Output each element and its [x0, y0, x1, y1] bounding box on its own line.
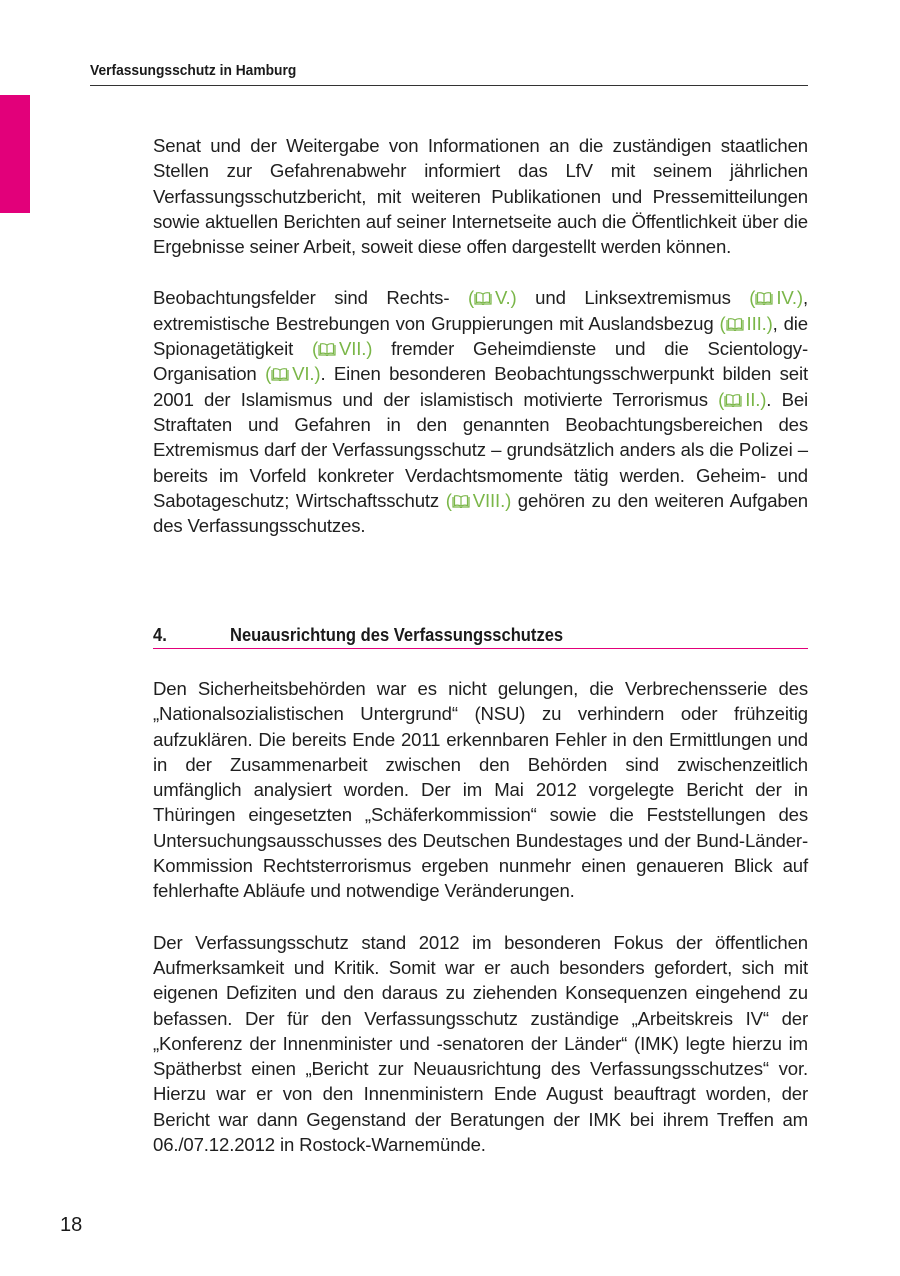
section-title: Neuausrichtung des Verfassungsschutzes — [230, 625, 564, 645]
cross-reference[interactable]: ( VIII.) — [445, 489, 512, 511]
cross-reference[interactable]: ( III.) — [719, 312, 773, 334]
cross-reference[interactable]: ( II.) — [718, 388, 767, 410]
book-icon — [724, 394, 742, 407]
book-icon — [271, 368, 289, 381]
page-number: 18 — [60, 1214, 83, 1236]
book-icon — [726, 318, 744, 331]
running-header: Verfassungsschutz in Hamburg — [90, 62, 297, 79]
body-text-lower — [153, 676, 808, 1157]
body-text-upper — [153, 133, 808, 538]
section-number: 4. — [153, 625, 167, 645]
book-icon — [474, 292, 492, 305]
section-rule — [153, 648, 808, 649]
book-icon — [452, 495, 470, 508]
paragraph-4: Der Verfassungsschutz stand 2012 im besonderen Fokus der öffentlichen Aufmerksamkeit und Kritik. Somit war er auch besonders gefordert, sich mit eigenen Defiziten und den daraus zu ziehenden Konsequenzen eingehend zu befassen. Der für den Verfassungsschutz zuständige „Arbeitskreis IV“ der „Konferenz der Innenminister und -senatoren der Länder“ (IMK) legte hierzu im Spätherbst einen „Bericht zur Neuausrichtung des Verfassungsschutzes“ vor. Hierzu war er von den Innenministern Ende August beauftragt worden, der Bericht war dann Gegenstand der Beratungen der IMK bei ihrem Treffen am 06./07.12.2012 in Rostock-Warnemünde. — [153, 931, 808, 1156]
chapter-marker-bar — [0, 95, 30, 213]
paragraph-3: Den Sicherheitsbehörden war es nicht gelungen, die Verbrechensserie des „Nationalsozialistischen Untergrund“ (NSU) zu verhindern oder frühzeitig aufzuklären. Die bereits Ende 2011 erkennbaren Fehler in den Ermittlungen und in der Zusammenarbeit zwischen den Behörden sind zwischenzeitlich umfänglich analysiert worden. Der im Mai 2012 vorgelegte Bericht der in Thüringen eingesetzten „Schäferkommission“ sowie die Feststellungen des Untersuchungsausschusses des Deutschen Bundestages und der Bund-Länder-Kommission Rechtsterrorismus ergeben nunmehr einen genaueren Blick auf fehlerhafte Abläufe und notwendige Veränderungen. — [153, 678, 808, 902]
cross-reference[interactable]: ( VII.) — [311, 338, 373, 360]
book-icon — [755, 292, 773, 305]
cross-reference[interactable]: ( V.) — [467, 287, 517, 309]
paragraph-1: Senat und der Weitergabe von Informationen an die zuständigen staatlichen Stellen zur Gefahrenabwehr informiert das LfV mit seinem jährlichen Verfassungsschutzbericht, mit weiteren Publikationen und Pressemitteilungen sowie aktuellen Berichten auf seiner Internetseite auch die Öffentlichkeit über die Ergebnisse seiner Arbeit, soweit diese offen dargestellt werden können. — [153, 135, 808, 258]
cross-reference[interactable]: ( VI.) — [265, 363, 321, 385]
book-icon — [318, 343, 336, 356]
paragraph-2: Beobachtungsfelder sind Rechts- ( V.) und Linksextremismus ( IV.), extremistische Bestrebungen von Gruppierungen mit Auslandsbezug ( III.), die Spionagetätigkeit ( VII.) fremder Geheimdienste und die Scientology-Organisation ( VI.). Einen besonderen Beobachtungsschwerpunkt bilden seit 2001 der Islamismus und der islamistisch motivierte Terrorismus ( II.). Bei Straftaten und Gefahren in den genannten Beobachtungsbereichen des Extremismus darf der Verfassungsschutz – grundsätzlich anders als die Polizei – bereits im Vorfeld konkreter Verdachtsmomente tätig werden. Geheim- und Sabotageschutz; Wirtschaftsschutz ( VIII.) gehören zu den weiteren Aufgaben des Verfassungsschutzes. — [153, 287, 808, 537]
cross-reference[interactable]: ( IV.) — [749, 287, 803, 309]
header-rule — [90, 85, 808, 86]
